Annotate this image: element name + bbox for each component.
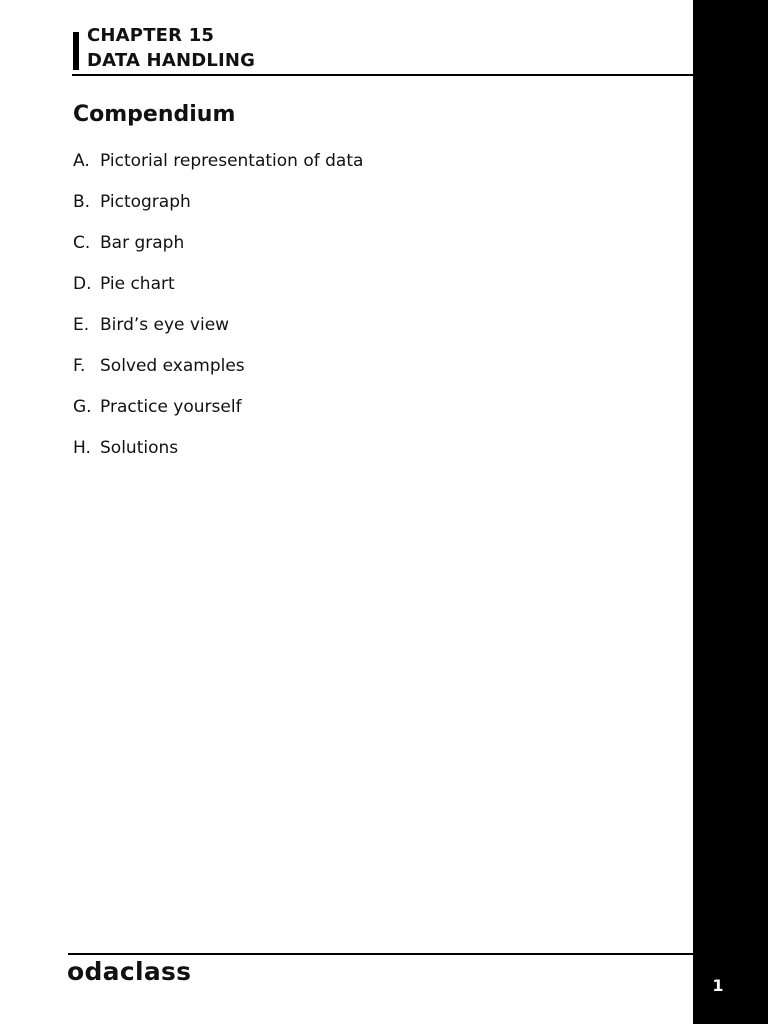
toc-label: Solved examples: [100, 356, 245, 376]
toc-label: Pictograph: [100, 192, 191, 212]
toc-item-c: [73, 230, 363, 271]
side-bar: [693, 0, 768, 1024]
chapter-title: DATA HANDLING: [87, 50, 256, 71]
section-title: Compendium: [73, 102, 236, 127]
toc-item-h: [73, 435, 363, 476]
toc-letter: A.: [73, 151, 90, 171]
chapter-number: CHAPTER 15: [87, 25, 215, 46]
toc-letter: B.: [73, 192, 91, 212]
compendium-list: [73, 148, 363, 476]
toc-label: Practice yourself: [100, 397, 242, 417]
toc-item-b: [73, 189, 363, 230]
toc-letter: H.: [73, 438, 91, 458]
toc-label: Bar graph: [100, 233, 185, 253]
toc-letter: D.: [73, 274, 92, 294]
toc-label: Bird’s eye view: [100, 315, 230, 335]
toc-item-d: [73, 271, 363, 312]
toc-label: Pie chart: [100, 274, 175, 294]
brand-logo: odaclass: [67, 957, 192, 986]
header-divider: [72, 74, 693, 76]
toc-item-a: [73, 148, 363, 189]
toc-item-f: [73, 353, 363, 394]
page-number: 1: [712, 976, 724, 995]
toc-letter: C.: [73, 233, 91, 253]
toc-item-g: [73, 394, 363, 435]
toc-letter: F.: [73, 356, 86, 376]
toc-letter: E.: [73, 315, 90, 335]
toc-item-e: [73, 312, 363, 353]
toc-letter: G.: [73, 397, 92, 417]
header-accent-bar: [73, 32, 79, 70]
toc-label: Solutions: [100, 438, 179, 458]
toc-label: Pictorial representation of data: [100, 151, 364, 171]
footer-divider: [68, 953, 693, 955]
